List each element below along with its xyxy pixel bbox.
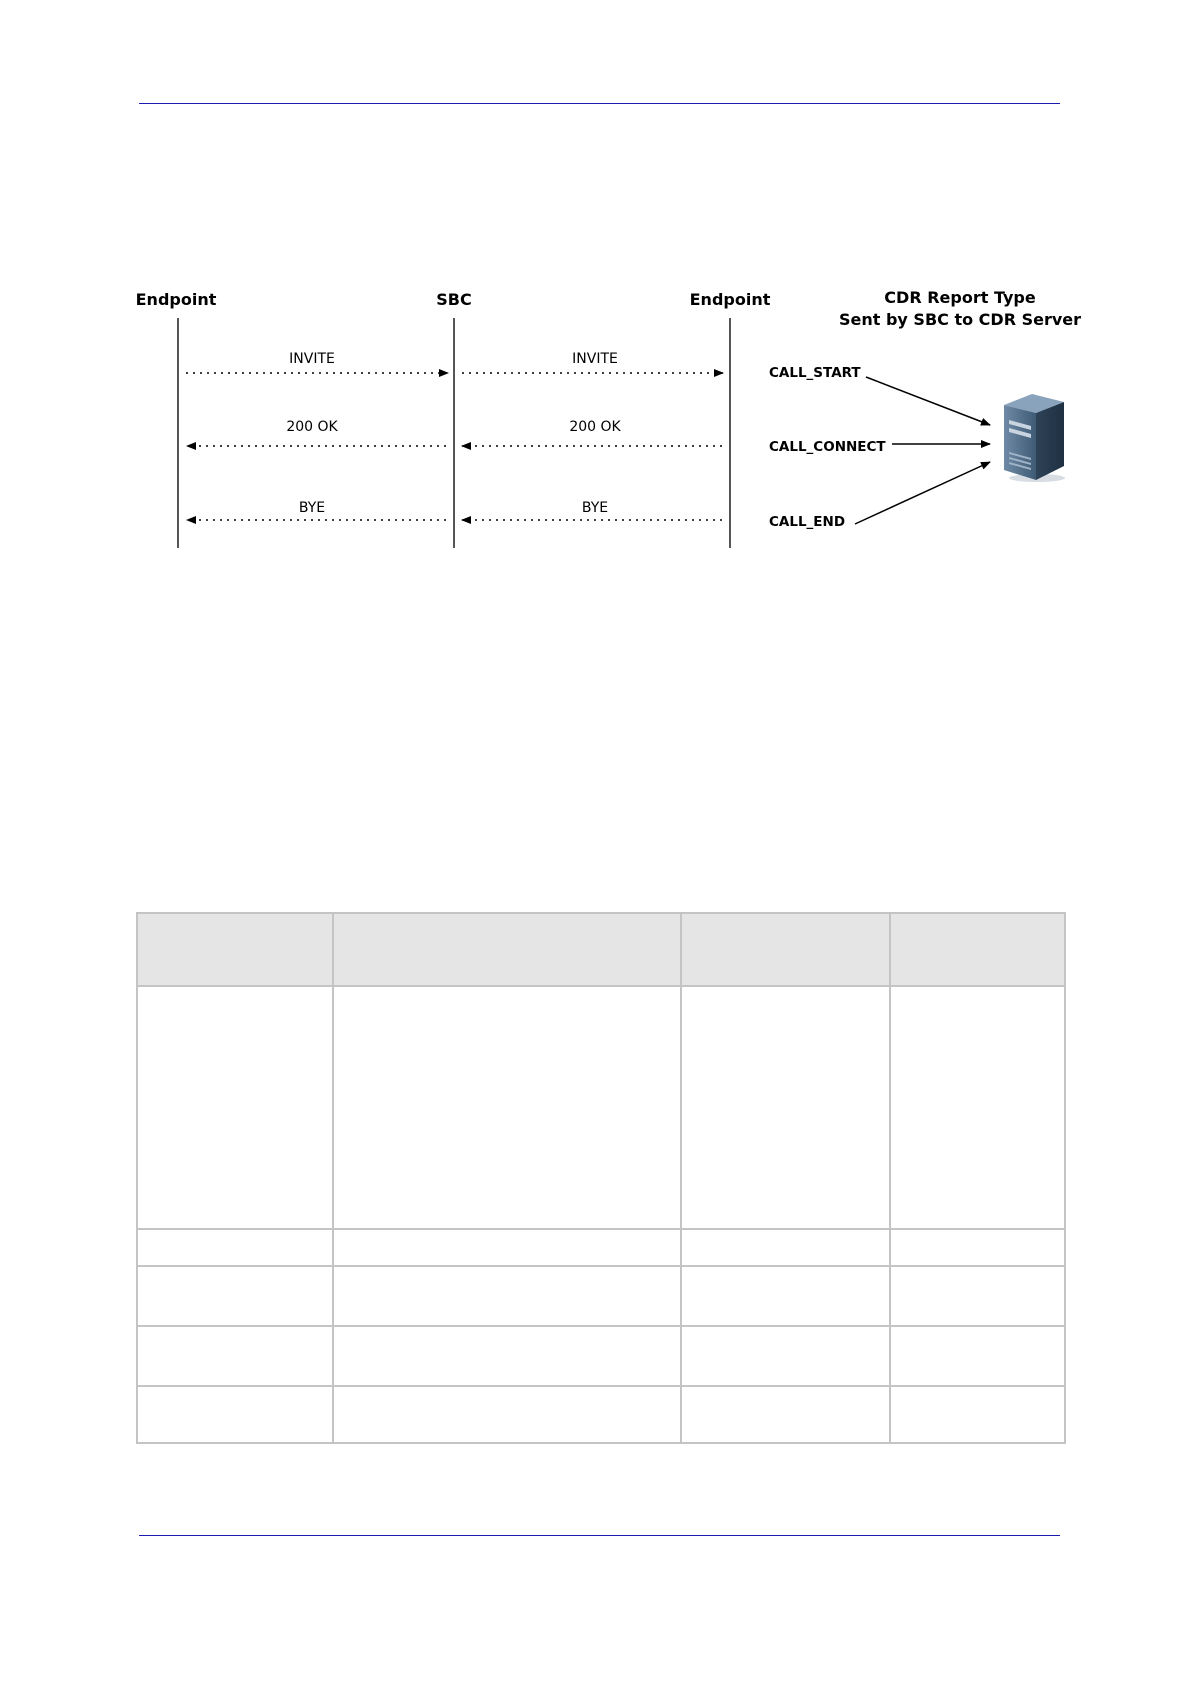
- table-cell: [682, 1387, 891, 1442]
- message-label-bye-2: BYE: [581, 500, 609, 516]
- lane-label-endpoint-right: Endpoint: [689, 290, 771, 309]
- table-cell: [138, 1230, 334, 1265]
- table-cell: [682, 1230, 891, 1265]
- table-row: [138, 987, 1064, 1230]
- message-label-invite-2: INVITE: [572, 351, 618, 367]
- table-cell: [138, 1327, 334, 1385]
- table-row: [138, 1267, 1064, 1327]
- table-cell: [138, 987, 334, 1228]
- cdr-table: [136, 912, 1066, 1444]
- report-type-call-end: CALL_END: [769, 514, 846, 530]
- table-cell: [334, 987, 682, 1228]
- table-row: [138, 1327, 1064, 1387]
- lane-label-sbc: SBC: [436, 290, 472, 309]
- table-cell: [334, 1230, 682, 1265]
- report-type-title-line2: Sent by SBC to CDR Server: [838, 310, 1082, 329]
- table-cell: [891, 1327, 1066, 1385]
- table-cell: [334, 1267, 682, 1325]
- table-header-cell: [334, 914, 682, 985]
- table-row: [138, 1230, 1064, 1267]
- table-header-cell: [682, 914, 891, 985]
- table-header-cell: [138, 914, 334, 985]
- table-cell: [891, 1267, 1066, 1325]
- report-type-call-connect: CALL_CONNECT: [769, 439, 886, 455]
- message-label-200ok-2: 200 OK: [569, 419, 621, 435]
- lane-label-endpoint-left: Endpoint: [135, 290, 217, 309]
- table-cell: [891, 987, 1066, 1228]
- table-row: [138, 1387, 1064, 1442]
- cdr-sequence-diagram: [0, 0, 1191, 600]
- report-arrow-call-end: [855, 462, 990, 524]
- server-icon: [1004, 394, 1065, 482]
- report-arrow-call-start: [866, 377, 990, 425]
- message-label-invite-1: INVITE: [289, 351, 335, 367]
- table-cell: [891, 1387, 1066, 1442]
- report-type-call-start: CALL_START: [769, 365, 861, 381]
- report-type-title-line1: CDR Report Type: [884, 288, 1036, 307]
- table-cell: [682, 1267, 891, 1325]
- message-label-bye-1: BYE: [298, 500, 326, 516]
- message-label-200ok-1: 200 OK: [286, 419, 338, 435]
- table-cell: [138, 1387, 334, 1442]
- footer-rule: [139, 1535, 1060, 1536]
- table-cell: [138, 1267, 334, 1325]
- table-cell: [682, 987, 891, 1228]
- table-cell: [682, 1327, 891, 1385]
- table-header-cell: [891, 914, 1066, 985]
- table-cell: [334, 1327, 682, 1385]
- table-cell: [891, 1230, 1066, 1265]
- table-header-row: [138, 914, 1064, 987]
- table-cell: [334, 1387, 682, 1442]
